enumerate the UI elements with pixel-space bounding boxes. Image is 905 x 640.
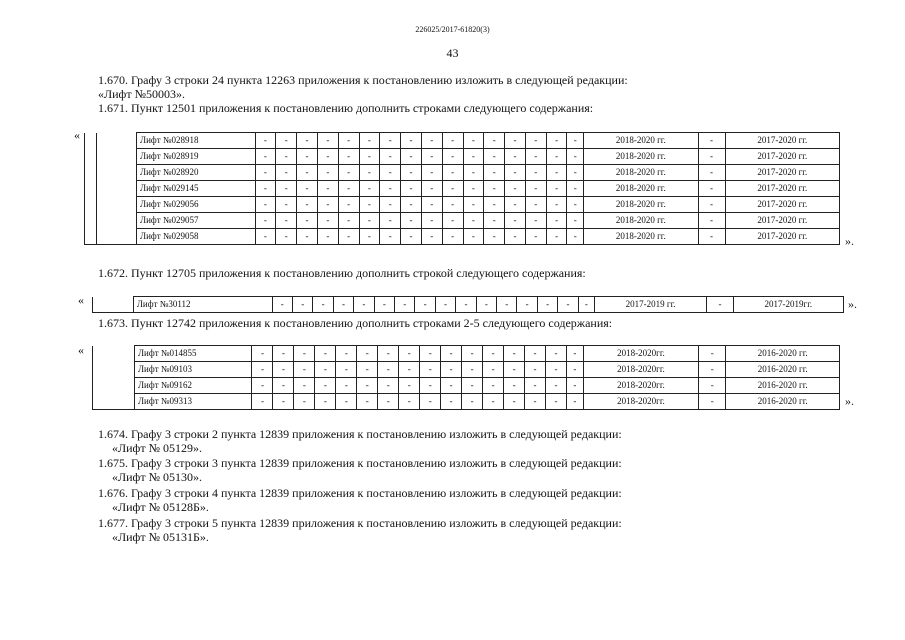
period2-cell: 2017-2020 гг. [725, 149, 839, 165]
dash-cell: - [567, 181, 584, 197]
dash-cell: - [546, 197, 567, 213]
dash-cell: - [698, 197, 725, 213]
dash-cell: - [338, 197, 359, 213]
dash-cell: - [442, 181, 463, 197]
dash-cell: - [255, 181, 276, 197]
paragraph-1677-line1: 1.677. Графу 3 строки 5 пункта 12839 приложения к постановлению изложить в следующей редакции: [98, 516, 622, 530]
dash-cell: - [505, 165, 526, 181]
dash-cell: - [463, 165, 484, 181]
period1-cell: 2018-2020гг. [583, 394, 698, 410]
dash-cell: - [525, 346, 546, 362]
empty-cell [97, 149, 137, 165]
period1-cell: 2018-2020 гг. [584, 213, 698, 229]
table-row [85, 165, 840, 181]
lift-name-cell: Лифт №029056 [136, 197, 255, 213]
dash-cell: - [401, 165, 422, 181]
dash-cell: - [566, 378, 583, 394]
paragraph-1674-line2: «Лифт № 05129». [112, 441, 203, 455]
dash-cell: - [537, 297, 557, 313]
dash-cell: - [276, 181, 297, 197]
empty-cell [97, 213, 137, 229]
dash-cell: - [698, 149, 725, 165]
empty-cell [85, 197, 97, 213]
table1 [84, 132, 840, 245]
dash-cell: - [315, 394, 336, 410]
dash-cell: - [699, 378, 726, 394]
paragraph-1675-line1: 1.675. Графу 3 строки 3 пункта 12839 приложения к постановлению изложить в следующей редакции: [98, 456, 622, 470]
dash-cell: - [699, 394, 726, 410]
paragraph-1670-line1: 1.670. Графу 3 строки 24 пункта 12263 приложения к постановлению изложить в следующей редакции: [98, 73, 628, 87]
lift-name-cell: Лифт №09103 [134, 362, 252, 378]
dash-cell: - [357, 362, 378, 378]
dash-cell: - [359, 197, 380, 213]
dash-cell: - [442, 133, 463, 149]
dash-cell: - [357, 394, 378, 410]
dash-cell: - [462, 378, 483, 394]
dash-cell: - [525, 229, 546, 245]
period1-cell: 2017-2019 гг. [594, 297, 706, 313]
lift-name-cell: Лифт №028918 [136, 133, 255, 149]
dash-cell: - [435, 297, 455, 313]
empty-cell [93, 346, 135, 362]
table3 [92, 345, 840, 410]
dash-cell: - [484, 197, 505, 213]
dash-cell: - [441, 346, 462, 362]
table2-open-quote: « [78, 293, 84, 307]
dash-cell: - [525, 394, 546, 410]
dash-cell: - [567, 197, 584, 213]
dash-cell: - [297, 181, 318, 197]
dash-cell: - [441, 394, 462, 410]
period1-cell: 2018-2020 гг. [584, 149, 698, 165]
dash-cell: - [567, 213, 584, 229]
dash-cell: - [338, 133, 359, 149]
dash-cell: - [276, 165, 297, 181]
dash-cell: - [698, 229, 725, 245]
dash-cell: - [525, 362, 546, 378]
dash-cell: - [558, 297, 578, 313]
table-row [85, 149, 840, 165]
dash-cell: - [484, 149, 505, 165]
dash-cell: - [378, 362, 399, 378]
paragraph-1672: 1.672. Пункт 12705 приложения к постановлению дополнить строкой следующего содержания: [98, 266, 586, 280]
dash-cell: - [380, 197, 401, 213]
dash-cell: - [317, 133, 338, 149]
dash-cell: - [336, 362, 357, 378]
dash-cell: - [252, 394, 273, 410]
dash-cell: - [463, 229, 484, 245]
period2-cell: 2016-2020 гг. [726, 346, 840, 362]
dash-cell: - [463, 149, 484, 165]
dash-cell: - [272, 297, 292, 313]
dash-cell: - [484, 181, 505, 197]
lift-name-cell: Лифт №028919 [136, 149, 255, 165]
dash-cell: - [566, 346, 583, 362]
dash-cell: - [707, 297, 734, 313]
dash-cell: - [294, 362, 315, 378]
dash-cell: - [313, 297, 333, 313]
dash-cell: - [317, 149, 338, 165]
period1-cell: 2018-2020 гг. [584, 229, 698, 245]
dash-cell: - [484, 213, 505, 229]
dash-cell: - [463, 213, 484, 229]
dash-cell: - [525, 181, 546, 197]
dash-cell: - [504, 394, 525, 410]
dash-cell: - [567, 149, 584, 165]
dash-cell: - [378, 378, 399, 394]
dash-cell: - [497, 297, 517, 313]
dash-cell: - [505, 229, 526, 245]
dash-cell: - [357, 378, 378, 394]
table3-close-quote: ». [845, 394, 854, 408]
dash-cell: - [421, 133, 442, 149]
dash-cell: - [317, 181, 338, 197]
dash-cell: - [255, 133, 276, 149]
dash-cell: - [338, 181, 359, 197]
dash-cell: - [442, 149, 463, 165]
paragraph-1670-line2: «Лифт №50003». [98, 87, 186, 101]
dash-cell: - [546, 362, 567, 378]
dash-cell: - [292, 297, 312, 313]
dash-cell: - [421, 149, 442, 165]
dash-cell: - [378, 394, 399, 410]
empty-cell [85, 229, 97, 245]
dash-cell: - [273, 362, 294, 378]
dash-cell: - [380, 149, 401, 165]
lift-name-cell: Лифт №029145 [136, 181, 255, 197]
lift-name-cell: Лифт №09162 [134, 378, 252, 394]
empty-cell [93, 297, 134, 313]
dash-cell: - [505, 213, 526, 229]
paragraph-1676-line1: 1.676. Графу 3 строки 4 пункта 12839 приложения к постановлению изложить в следующей редакции: [98, 486, 622, 500]
dash-cell: - [401, 213, 422, 229]
lift-name-cell: Лифт №028920 [136, 165, 255, 181]
paragraph-1676-line2: «Лифт № 05128Б». [112, 500, 209, 514]
dash-cell: - [699, 346, 726, 362]
empty-cell [85, 213, 97, 229]
dash-cell: - [252, 378, 273, 394]
dash-cell: - [546, 133, 567, 149]
paragraph-1674-line1: 1.674. Графу 3 строки 2 пункта 12839 приложения к постановлению изложить в следующей редакции: [98, 427, 622, 441]
dash-cell: - [359, 181, 380, 197]
table2-close-quote: ». [848, 297, 857, 311]
dash-cell: - [462, 346, 483, 362]
dash-cell: - [273, 394, 294, 410]
dash-cell: - [442, 229, 463, 245]
dash-cell: - [442, 197, 463, 213]
dash-cell: - [401, 133, 422, 149]
dash-cell: - [483, 346, 504, 362]
dash-cell: - [420, 394, 441, 410]
period1-cell: 2018-2020 гг. [584, 181, 698, 197]
period2-cell: 2017-2020 гг. [725, 229, 839, 245]
dash-cell: - [483, 378, 504, 394]
dash-cell: - [401, 149, 422, 165]
paragraph-1673: 1.673. Пункт 12742 приложения к постановлению дополнить строками 2-5 следующего содержания: [98, 316, 613, 330]
period1-cell: 2018-2020 гг. [584, 165, 698, 181]
paragraph-1677-line2: «Лифт № 05131Б». [112, 530, 209, 544]
document-number: 226025/2017-61820(3) [415, 25, 490, 34]
dash-cell: - [359, 165, 380, 181]
dash-cell: - [315, 346, 336, 362]
empty-cell [97, 165, 137, 181]
dash-cell: - [336, 394, 357, 410]
dash-cell: - [567, 165, 584, 181]
dash-cell: - [317, 197, 338, 213]
dash-cell: - [441, 378, 462, 394]
lift-name-cell: Лифт №029058 [136, 229, 255, 245]
dash-cell: - [483, 394, 504, 410]
dash-cell: - [317, 229, 338, 245]
empty-cell [97, 133, 137, 149]
period2-cell: 2017-2020 гг. [725, 133, 839, 149]
dash-cell: - [273, 378, 294, 394]
dash-cell: - [504, 346, 525, 362]
dash-cell: - [525, 149, 546, 165]
dash-cell: - [441, 362, 462, 378]
table-row [85, 197, 840, 213]
dash-cell: - [399, 362, 420, 378]
dash-cell: - [273, 346, 294, 362]
dash-cell: - [294, 378, 315, 394]
dash-cell: - [484, 229, 505, 245]
dash-cell: - [420, 362, 441, 378]
dash-cell: - [255, 149, 276, 165]
dash-cell: - [255, 197, 276, 213]
dash-cell: - [338, 165, 359, 181]
dash-cell: - [359, 133, 380, 149]
period2-cell: 2016-2020 гг. [726, 378, 840, 394]
dash-cell: - [276, 197, 297, 213]
period1-cell: 2018-2020гг. [583, 362, 698, 378]
dash-cell: - [504, 362, 525, 378]
dash-cell: - [294, 394, 315, 410]
dash-cell: - [567, 229, 584, 245]
dash-cell: - [546, 181, 567, 197]
dash-cell: - [463, 181, 484, 197]
dash-cell: - [698, 133, 725, 149]
dash-cell: - [294, 346, 315, 362]
dash-cell: - [380, 229, 401, 245]
dash-cell: - [315, 378, 336, 394]
dash-cell: - [395, 297, 415, 313]
table-row [85, 133, 840, 149]
dash-cell: - [525, 133, 546, 149]
empty-cell [93, 378, 135, 394]
dash-cell: - [338, 149, 359, 165]
table3-open-quote: « [78, 343, 84, 357]
dash-cell: - [297, 229, 318, 245]
dash-cell: - [354, 297, 374, 313]
dash-cell: - [359, 229, 380, 245]
dash-cell: - [578, 297, 594, 313]
dash-cell: - [401, 229, 422, 245]
dash-cell: - [276, 213, 297, 229]
empty-cell [93, 362, 135, 378]
dash-cell: - [401, 197, 422, 213]
period1-cell: 2018-2020гг. [583, 378, 698, 394]
dash-cell: - [546, 213, 567, 229]
dash-cell: - [442, 213, 463, 229]
period1-cell: 2018-2020 гг. [584, 133, 698, 149]
dash-cell: - [546, 229, 567, 245]
table2 [92, 296, 844, 313]
dash-cell: - [255, 165, 276, 181]
lift-name-cell: Лифт №029057 [136, 213, 255, 229]
dash-cell: - [484, 133, 505, 149]
period2-cell: 2017-2020 гг. [725, 213, 839, 229]
dash-cell: - [315, 362, 336, 378]
dash-cell: - [333, 297, 353, 313]
dash-cell: - [463, 133, 484, 149]
dash-cell: - [276, 149, 297, 165]
dash-cell: - [504, 378, 525, 394]
lift-name-cell: Лифт №09313 [134, 394, 252, 410]
dash-cell: - [297, 197, 318, 213]
dash-cell: - [525, 197, 546, 213]
empty-cell [85, 181, 97, 197]
dash-cell: - [462, 362, 483, 378]
dash-cell: - [463, 197, 484, 213]
dash-cell: - [546, 346, 567, 362]
dash-cell: - [525, 378, 546, 394]
dash-cell: - [546, 378, 567, 394]
dash-cell: - [546, 394, 567, 410]
dash-cell: - [297, 133, 318, 149]
dash-cell: - [415, 297, 435, 313]
lift-name-cell: Лифт №30112 [133, 297, 272, 313]
empty-cell [85, 165, 97, 181]
dash-cell: - [546, 149, 567, 165]
dash-cell: - [525, 165, 546, 181]
dash-cell: - [698, 181, 725, 197]
table-row [85, 213, 840, 229]
dash-cell: - [336, 346, 357, 362]
dash-cell: - [357, 346, 378, 362]
dash-cell: - [456, 297, 476, 313]
dash-cell: - [399, 378, 420, 394]
dash-cell: - [566, 394, 583, 410]
empty-cell [97, 229, 137, 245]
dash-cell: - [276, 133, 297, 149]
dash-cell: - [380, 213, 401, 229]
dash-cell: - [484, 165, 505, 181]
period1-cell: 2018-2020гг. [583, 346, 698, 362]
dash-cell: - [317, 165, 338, 181]
dash-cell: - [505, 149, 526, 165]
period2-cell: 2016-2020 гг. [726, 362, 840, 378]
table-row [93, 346, 840, 362]
dash-cell: - [252, 346, 273, 362]
dash-cell: - [567, 133, 584, 149]
dash-cell: - [338, 229, 359, 245]
dash-cell: - [483, 362, 504, 378]
dash-cell: - [276, 229, 297, 245]
empty-cell [97, 197, 137, 213]
period1-cell: 2018-2020 гг. [584, 197, 698, 213]
period2-cell: 2017-2020 гг. [725, 165, 839, 181]
dash-cell: - [505, 181, 526, 197]
dash-cell: - [505, 197, 526, 213]
dash-cell: - [359, 149, 380, 165]
paragraph-1671: 1.671. Пункт 12501 приложения к постановлению дополнить строками следующего содержания: [98, 101, 594, 115]
dash-cell: - [399, 346, 420, 362]
dash-cell: - [317, 213, 338, 229]
dash-cell: - [421, 229, 442, 245]
dash-cell: - [505, 133, 526, 149]
table1-close-quote: ». [845, 234, 854, 248]
dash-cell: - [255, 229, 276, 245]
dash-cell: - [699, 362, 726, 378]
dash-cell: - [380, 165, 401, 181]
dash-cell: - [421, 197, 442, 213]
dash-cell: - [297, 213, 318, 229]
table-row [93, 362, 840, 378]
dash-cell: - [421, 213, 442, 229]
dash-cell: - [442, 165, 463, 181]
dash-cell: - [297, 165, 318, 181]
table-row [85, 229, 840, 245]
dash-cell: - [359, 213, 380, 229]
period2-cell: 2017-2020 гг. [725, 181, 839, 197]
table-row [85, 181, 840, 197]
period2-cell: 2016-2020 гг. [726, 394, 840, 410]
empty-cell [85, 149, 97, 165]
empty-cell [97, 181, 137, 197]
dash-cell: - [401, 181, 422, 197]
dash-cell: - [566, 362, 583, 378]
dash-cell: - [476, 297, 496, 313]
dash-cell: - [517, 297, 537, 313]
dash-cell: - [297, 149, 318, 165]
period2-cell: 2017-2020 гг. [725, 197, 839, 213]
lift-name-cell: Лифт №014855 [134, 346, 252, 362]
dash-cell: - [380, 181, 401, 197]
dash-cell: - [399, 394, 420, 410]
dash-cell: - [421, 165, 442, 181]
dash-cell: - [380, 133, 401, 149]
empty-cell [85, 133, 97, 149]
dash-cell: - [255, 213, 276, 229]
dash-cell: - [336, 378, 357, 394]
dash-cell: - [378, 346, 399, 362]
dash-cell: - [338, 213, 359, 229]
dash-cell: - [420, 346, 441, 362]
dash-cell: - [546, 165, 567, 181]
table1-open-quote: « [74, 128, 80, 142]
dash-cell: - [525, 213, 546, 229]
table-row [93, 394, 840, 410]
dash-cell: - [698, 165, 725, 181]
dash-cell: - [420, 378, 441, 394]
table-row [93, 378, 840, 394]
period2-cell: 2017-2019гг. [733, 297, 843, 313]
dash-cell: - [698, 213, 725, 229]
dash-cell: - [462, 394, 483, 410]
page-number: 43 [446, 46, 459, 60]
empty-cell [93, 394, 135, 410]
paragraph-1675-line2: «Лифт № 05130». [112, 470, 203, 484]
dash-cell: - [252, 362, 273, 378]
dash-cell: - [374, 297, 394, 313]
table-row [93, 297, 844, 313]
dash-cell: - [421, 181, 442, 197]
